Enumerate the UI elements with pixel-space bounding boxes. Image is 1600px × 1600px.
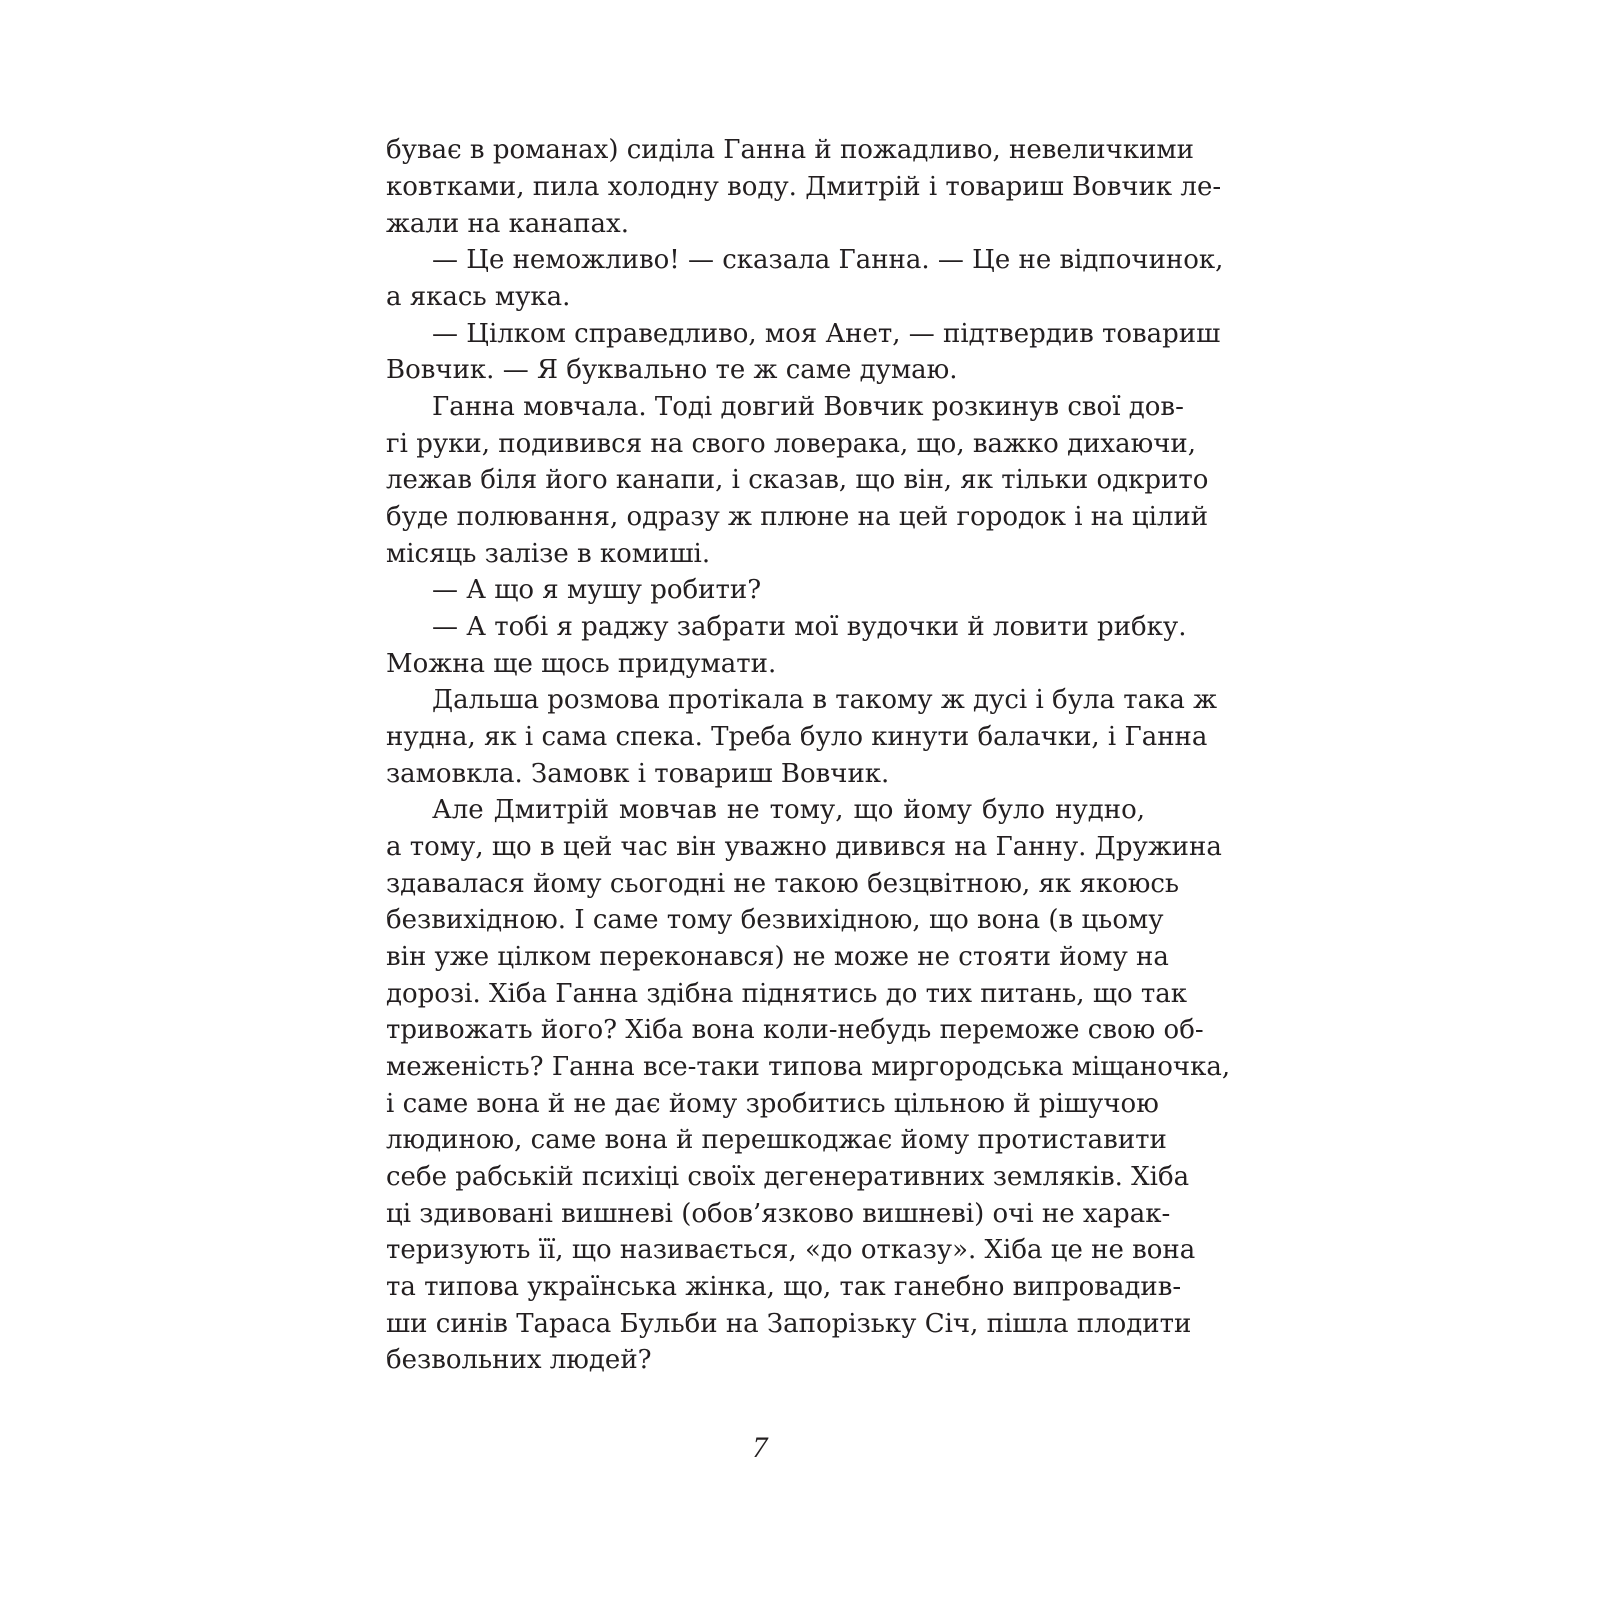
text-line: а якась мука. (386, 282, 571, 312)
text-line: ковтками, пила холодну воду. Дмитрій і товариш Вовчик ле- (386, 172, 1222, 202)
text-line: ці здивовані вишневі (обов’язково вишневі) очі не харак- (386, 1199, 1171, 1229)
text-line: Можна ще щось придумати. (386, 649, 777, 679)
text-line: Дальша розмова протікала в такому ж дусі і була така ж (432, 685, 1218, 715)
text-line: Але Дмитрій мовчав не тому, що йому було нудно, (432, 795, 1145, 825)
text-line: гі руки, подивився на свого ловерака, що, важко дихаючи, (386, 429, 1197, 459)
text-line: місяць залізе в комиші. (386, 539, 711, 569)
text-line: а тому, що в цей час він уважно дивився на Ганну. Дружина (386, 832, 1222, 862)
text-line: буде полювання, одразу ж плюне на цей городок і на цілий (386, 502, 1209, 532)
text-line: замовкла. Замовк і товариш Вовчик. (386, 759, 890, 789)
text-line: буває в романах) сиділа Ганна й пожадливо, невеличкими (386, 135, 1194, 165)
text-line: безвольних людей? (386, 1345, 652, 1375)
text-line: себе рабській психіці своїх дегенеративних земляків. Хіба (386, 1162, 1190, 1192)
text-line: безвихідною. І саме тому безвихідною, що вона (в цьому (386, 905, 1164, 935)
text-line: дорозі. Хіба Ганна здібна піднятись до тих питань, що так (386, 979, 1188, 1009)
text-line: — Це неможливо! — сказала Ганна. — Це не відпочинок, (432, 245, 1224, 275)
text-line: здавалася йому сьогодні не такою безцвітною, як якоюсь (386, 869, 1180, 899)
text-line: і саме вона й не дає йому зробитись цільною й рішучою (386, 1089, 1159, 1119)
text-line: нудна, як і сама спека. Треба було кинути балачки, і Ганна (386, 722, 1208, 752)
text-line: меженість? Ганна все-таки типова миргородська міщаночка, (386, 1052, 1231, 1082)
text-line: лежав біля його канапи, і сказав, що він, як тільки одкрито (386, 465, 1209, 495)
page-number: 7 (752, 1431, 768, 1464)
text-line: людиною, саме вона й перешкоджає йому протиставити (386, 1125, 1167, 1155)
text-line: та типова українська жінка, що, так ганебно випровадив- (386, 1272, 1182, 1302)
text-line: — А тобі я раджу забрати мої вудочки й ловити рибку. (432, 612, 1187, 642)
text-line: Ганна мовчала. Тоді довгий Вовчик розкинув свої дов- (432, 392, 1184, 422)
text-line: Вовчик. — Я буквально те ж саме думаю. (386, 355, 958, 385)
text-line: — А що я мушу робити? (432, 575, 762, 605)
text-line: жали на канапах. (386, 209, 629, 239)
text-line: ши синів Тараса Бульби на Запорізьку Січ, пішла плодити (386, 1309, 1192, 1339)
text-line: він уже цілком переконався) не може не стояти йому на (386, 942, 1169, 972)
text-line: теризують її, що називається, «до отказу». Хіба це не вона (386, 1235, 1196, 1265)
text-line: тривожать його? Хіба вона коли-небудь переможе свою об- (386, 1015, 1204, 1045)
text-line: — Цілком справедливо, моя Анет, — підтвердив товариш (432, 319, 1221, 349)
